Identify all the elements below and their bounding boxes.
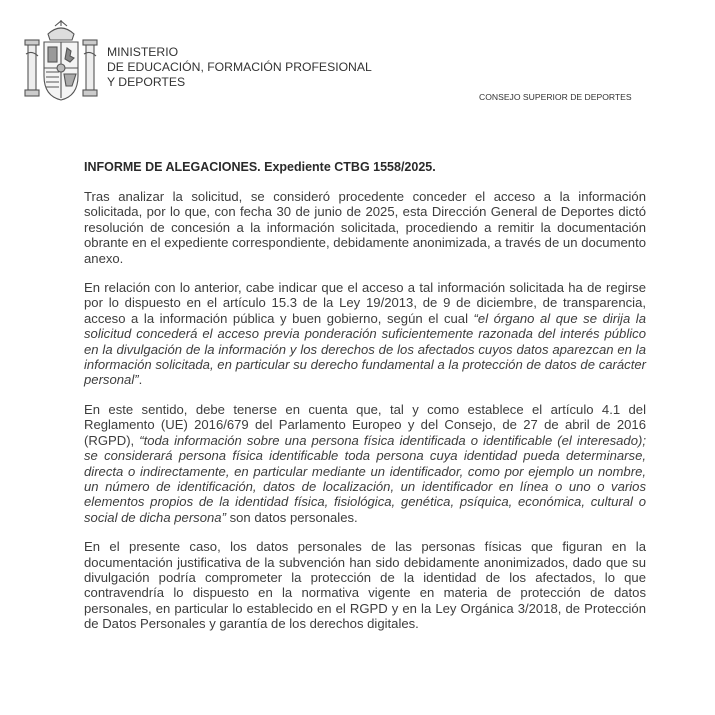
ministry-line-1: MINISTERIO: [107, 45, 179, 59]
organization-name: CONSEJO SUPERIOR DE DEPORTES: [479, 92, 632, 102]
paragraph-1: Tras analizar la solicitud, se consideró procedente conceder el acceso a la información solicitada, por lo que, con fecha 30 de junio de 2025, esta Dirección General de Deportes dictó resolución de concesión a la información solicitada, procediendo a remitir la documentación obrante en el expediente correspondiente, debidamente anonimizada, a través de un documento anexo.: [84, 189, 646, 266]
ministry-name: [107, 45, 372, 90]
coat-of-arms-logo: [22, 20, 100, 102]
paragraph-4: En el presente caso, los datos personales de las personas físicas que figuran en la documentación justificativa de la subvención han sido debidamente anonimizados, dado que su divulgación podría comprometer la protección de la identidad de los afectados, lo que contravendría lo dispuesto en la normativa vigente en materia de protección de datos personales, en particular lo establecido en el RGPD y en la Ley Orgánica 3/2018, de Protección de Datos Personales y garantía de los derechos digitales.: [84, 539, 646, 632]
paragraph-3: [84, 402, 646, 525]
paragraph-3-text: En este sentido, debe tenerse en cuenta que, tal y como establece el artículo 4.1 del Reglamento (UE) 2016/679 del Parlamento Europeo y del Consejo, de 27 de abril de 2016 (RGPD),: [84, 401, 646, 448]
paragraph-2-quote: “el órgano al que se dirija la solicitud concederá el acceso previa ponderación suficientemente razonada del interés público en la divulgación de la información y los derechos de los afectados cuyos datos aparezcan en la información solicitada, en particular su derecho fundamental a la protección de datos de carácter personal”: [84, 310, 646, 388]
document-body: [84, 189, 646, 646]
ministry-line-2: DE EDUCACIÓN, FORMACIÓN PROFESIONAL: [107, 60, 372, 74]
document-title: INFORME DE ALEGACIONES. Expediente CTBG 1558/2025.: [84, 160, 436, 174]
paragraph-3-quote: “toda información sobre una persona física identificada o identificable (el interesado); se considerará persona física identificable toda persona cuya identidad pueda determinarse, directa o indirectamente, en particular mediante un identificador, como por ejemplo un nombre, un número de identificación, datos de localización, un identificador en línea o uno o varios elementos propios de la identidad física, fisiológica, genética, psíquica, económica, cultural o social de dicha persona”: [84, 432, 646, 525]
paragraph-2-text: En relación con lo anterior, cabe indicar que el acceso a tal información solicitada ha de regirse por lo dispuesto en el artículo 15.3 de la Ley 19/2013, de 9 de diciembre, de transparencia, acceso a la información pública y buen gobierno, según el cual: [84, 280, 646, 326]
paragraph-3-end: son datos personales.: [225, 509, 358, 525]
paragraph-2-end: .: [138, 372, 143, 388]
ministry-line-3: Y DEPORTES: [107, 75, 186, 89]
paragraph-2: [84, 280, 646, 388]
